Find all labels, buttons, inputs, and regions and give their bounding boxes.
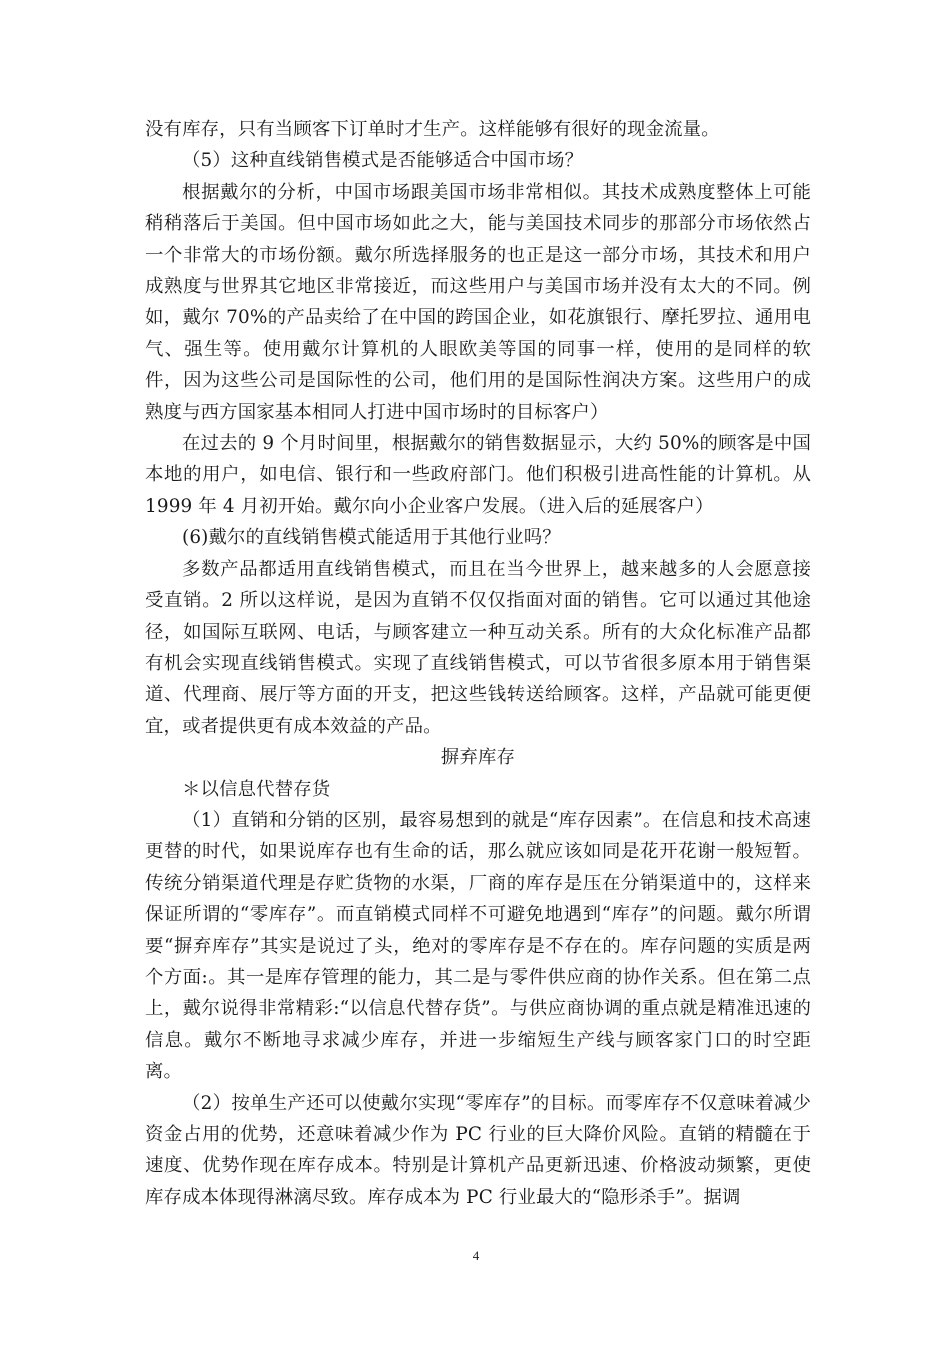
section-heading: 摒弃库存 xyxy=(440,747,516,769)
paragraph-zero-inventory: （2）按单生产还可以使戴尔实现“零库存”的目标。而零库存不仅意味着减少资金占用的优势，还意味着减少作为 PC 行业的巨大降价风险。直销的精髓在于速度、优势作现在库存成本。特别是计算机产品更新迅速、价格波动频繁，更使库存成本体现得淋漓尽致。库存成本为 PC 行业最大的“隐形杀手”。据调 xyxy=(145,1092,811,1208)
question-china-market: （5）这种直线销售模式是否能够适合中国市场？ xyxy=(182,150,584,172)
paragraph-inventory-factor: （1）直销和分销的区别，最容易想到的就是“库存因素”。在信息和技术高速更替的时代，如果说库存也有生命的话，那么就应该如同是花开花谢一般短暂。传统分销渠道代理是存贮货物的水渠，厂商的库存是压在分销渠道中的，这样来保证所谓的“零库存”。而直销模式同样不可避免地遇到“库存”的问题。戴尔所谓要“摒弃库存”其实是说过了头，绝对的零库存是不存在的。库存问题的实质是两个方面:。其一是库存管理的能力，其二是与零件供应商的协作关系。但在第二点上，戴尔说得非常精彩:“以信息代替存货”。与供应商协调的重点就是精准迅速的信息。戴尔不断地寻求减少库存，并进一步缩短生产线与顾客家门口的时空距离。 xyxy=(145,809,811,1083)
question-other-industries: (6)戴尔的直线销售模式能适用于其他行业吗？ xyxy=(182,527,561,549)
subheading-info-replaces-inventory: ＊以信息代替存货 xyxy=(182,778,331,800)
document-body xyxy=(145,114,811,1213)
paragraph-dell-analysis: 根据戴尔的分析，中国市场跟美国市场非常相似。其技术成熟度整体上可能稍稍落后于美国。但中国市场如此之大，能与美国技术同步的那部分市场依然占一个非常大的市场份额。戴尔所选择服务的也正是这一部分市场，其技术和用户成熟度与世界其它地区非常接近，而这些用户与美国市场并没有太大的不同。例如，戴尔 70%的产品卖给了在中国的跨国企业，如花旗银行、摩托罗拉、通用电气、强生等。使用戴尔计算机的人眼欧美等国的同事一样，使用的是同样的软件，因为这些公司是国际性的公司，他们用的是国际性润决方案。这些用户的成熟度与西方国家基本相同人打进中国市场时的目标客户） xyxy=(145,181,811,423)
page-number: 4 xyxy=(472,1248,480,1263)
paragraph-sales-data: 在过去的 9 个月时间里，根据戴尔的销售数据显示，大约 50%的顾客是中国本地的用户，如电信、银行和一些政府部门。他们积极引进高性能的计算机。从 1999 年 4 月初开始。戴尔向小企业客户发展。（进入后的延展客户） xyxy=(145,433,811,517)
paragraph-direct-sales: 多数产品都适用直线销售模式，而且在当今世界上，越来越多的人会愿意接受直销。2 所以这样说，是因为直销不仅仅指面对面的销售。它可以通过其他途径，如国际互联网、电话，与顾客建立一种互动关系。所有的大众化标准产品都有机会实现直线销售模式。实现了直线销售模式，可以节省很多原本用于销售渠道、代理商、展厅等方面的开支，把这些钱转送给顾客。这样，产品就可能更便宜，或者提供更有成本效益的产品。 xyxy=(145,558,811,737)
paragraph-cash-flow: 没有库存，只有当顾客下订单时才生产。这样能够有很好的现金流量。 xyxy=(145,119,720,140)
